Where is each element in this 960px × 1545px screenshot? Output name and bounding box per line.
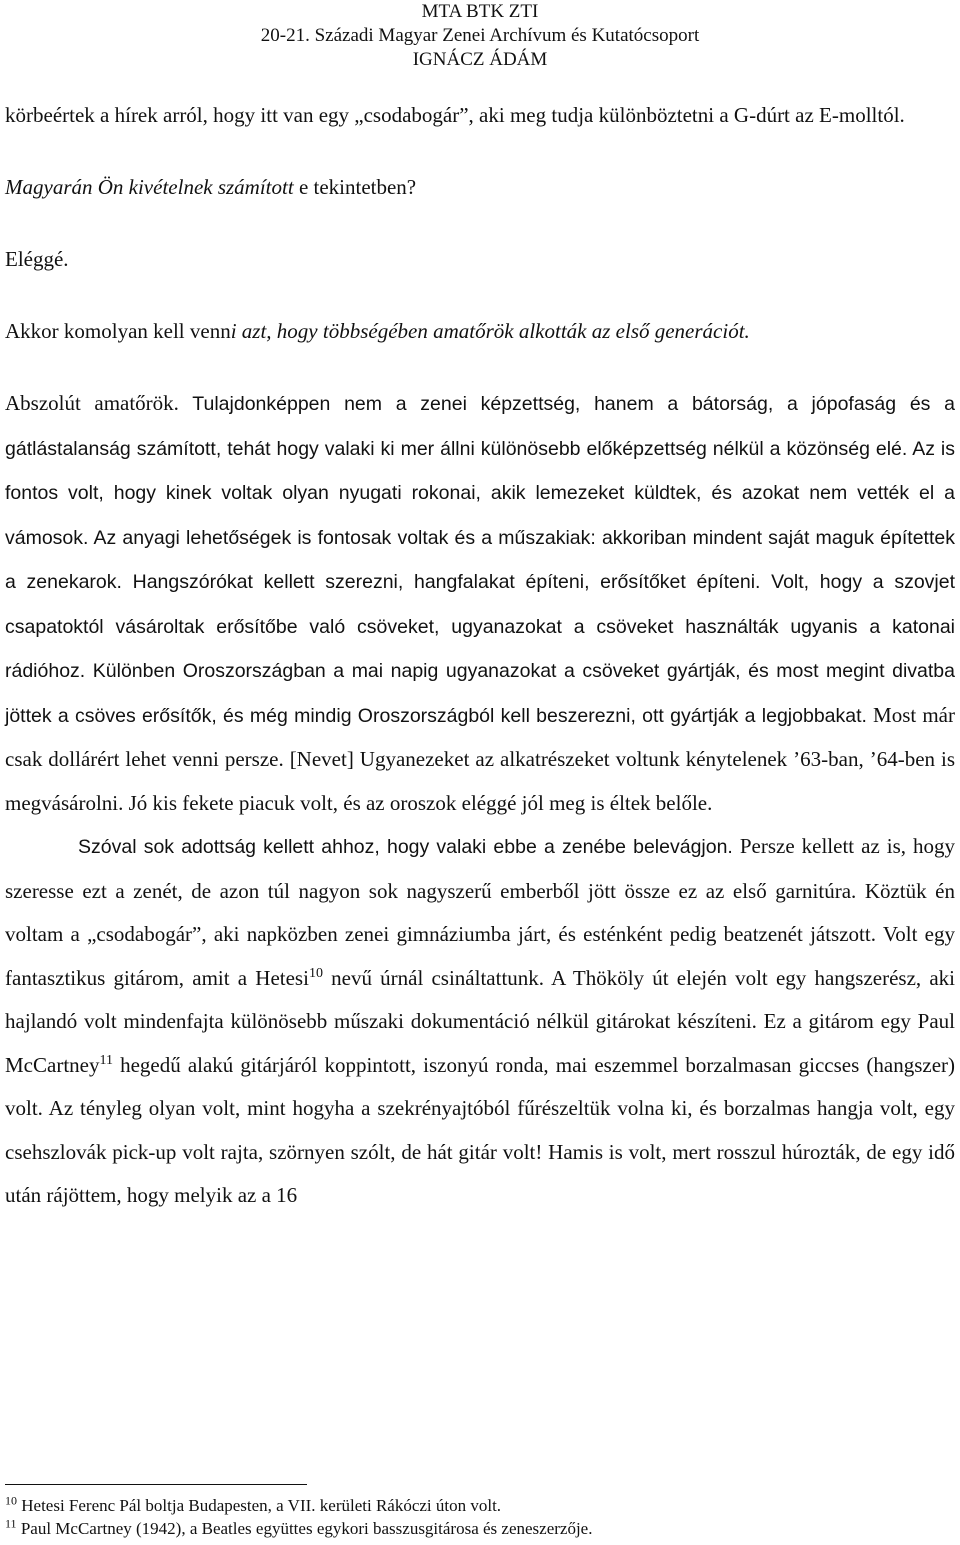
interview-body xyxy=(5,94,955,1218)
answer-text: Persze kellett az is, hogy szeresse ezt a zenét, de azon túl nagyon sok nagyszerű emberből jött össze ez az első xyxy=(5,834,956,903)
answer-text-sans: Szóval sok adottság kellett ahhoz, hogy valaki ebbe a zenébe belevágjon. xyxy=(78,836,733,858)
footnote-separator xyxy=(5,1484,307,1485)
answer-paragraph xyxy=(5,825,955,1218)
footnote-10 xyxy=(5,1494,955,1517)
answer-text: garnitúra. Köztük én voltam a „csodabogár”, aki napközben zenei gimnáziumba járt, és esténként pedig beatzenét játszott. Volt egy fantasztikus gitárom, amit a Hetesi xyxy=(5,878,955,990)
header-author: IGNÁCZ ÁDÁM xyxy=(412,49,548,70)
answer-text-sans: Hangszórókat kellett szerezni, hangfalakat építeni, erősítőket építeni. Volt, hogy a szovjet csapatoktól vásároltak erősítőbe való csöveket, ugyanazokat a csöveket használták ugyanis a katonai rádióhoz. Különben Oroszországban a mai napig ugyanazokat a csöveket gyártják, és most megint divatba jöttek a csöves erősítők, és még mindig Oroszországból kell beszerezni, ott gyártják a legjobbakat. xyxy=(5,571,956,727)
footnotes xyxy=(5,1494,955,1540)
interview-question xyxy=(5,166,955,209)
footnote-number: 11 xyxy=(5,1516,17,1531)
footnote-text: Hetesi Ferenc Pál boltja Budapesten, a VII. kerületi Rákóczi úton volt. xyxy=(21,1496,502,1515)
answer-sentence: Abszolút amatőrök. xyxy=(5,391,179,415)
answer-paragraph xyxy=(5,382,955,825)
header-institute: MTA BTK ZTI xyxy=(421,1,539,22)
interview-question xyxy=(5,310,955,353)
header-archive: 20-21. Századi Magyar Zenei Archívum és Kutatócsoport xyxy=(260,25,700,46)
question-text-tail: e tekintetben? xyxy=(293,175,417,199)
question-text: Magyarán Ön kivételnek számított xyxy=(5,175,294,199)
question-text-head: Akkor komolyan kell venn xyxy=(5,319,231,343)
answer-continuation: körbeértek a hírek arról, hogy itt van egy „csodabogár”, aki meg tudja különböztetni a G-dúrt az E-molltól. xyxy=(5,103,905,127)
footnote-ref-11[interactable]: 11 xyxy=(99,1052,113,1068)
answer-text: nevű úrnál csináltattunk. A Thököly út elején volt egy hangszerész, aki hajlandó volt mindenfajta különösebb műszaki dokumentáció nélkül gitárokat készíteni. Ez a gitárom egy Paul McCartney xyxy=(5,965,955,1077)
page-header xyxy=(0,0,960,72)
footnote-ref-10[interactable]: 10 xyxy=(308,965,323,981)
footnote-text: Paul McCartney (1942), a Beatles együttes egykori basszusgitárosa és zeneszerzője. xyxy=(20,1519,593,1538)
answer-text: hegedű alakú gitárjáról koppintott, iszonyú ronda, mai eszemmel borzalmasan giccses (hangszer) volt. Az tényleg olyan volt, mint hogyha a szekrényajtóból fűrészeltük volna ki, és borzalmas hangja volt, egy csehszlovák pick-up volt rajta, szörnyen szólt, de hát gitár volt! Hamis is volt, mert rosszul húrozták, de egy idő után rájöttem, hogy melyik az a 16 xyxy=(5,1052,955,1207)
question-text: i azt, hogy többségében amatőrök alkották az első generációt. xyxy=(230,319,750,343)
answer-text: Most már csak dollárért lehet venni persze. [Nevet] Ugyanezeket az alkatrészeket voltunk kénytelenek ’63-ban, ’64-ben is megvásárolni. Jó kis fekete piacuk volt, és az oroszok eléggé jól meg is éltek belőle. xyxy=(5,702,955,815)
footnote-number: 10 xyxy=(5,1493,17,1508)
footnote-11 xyxy=(5,1517,955,1540)
answer-text-sans: Tulajdonképpen nem a zenei képzettség, hanem a bátorság, a jópofaság és a gátlástalanság számított, tehát hogy valaki ki mer állni különösebb előképzettség nélkül a közönség elé. Az is fontos volt, hogy kinek voltak olyan nyugati rokonai, akik lemezeket küldtek, és azokat nem vették el a vámosok. Az anyagi lehetőségek is fontosak voltak és a műszakiak: akkoriban mindent saját maguk építettek a zenekarok. xyxy=(5,393,955,593)
interview-answer: Eléggé. xyxy=(5,247,69,271)
